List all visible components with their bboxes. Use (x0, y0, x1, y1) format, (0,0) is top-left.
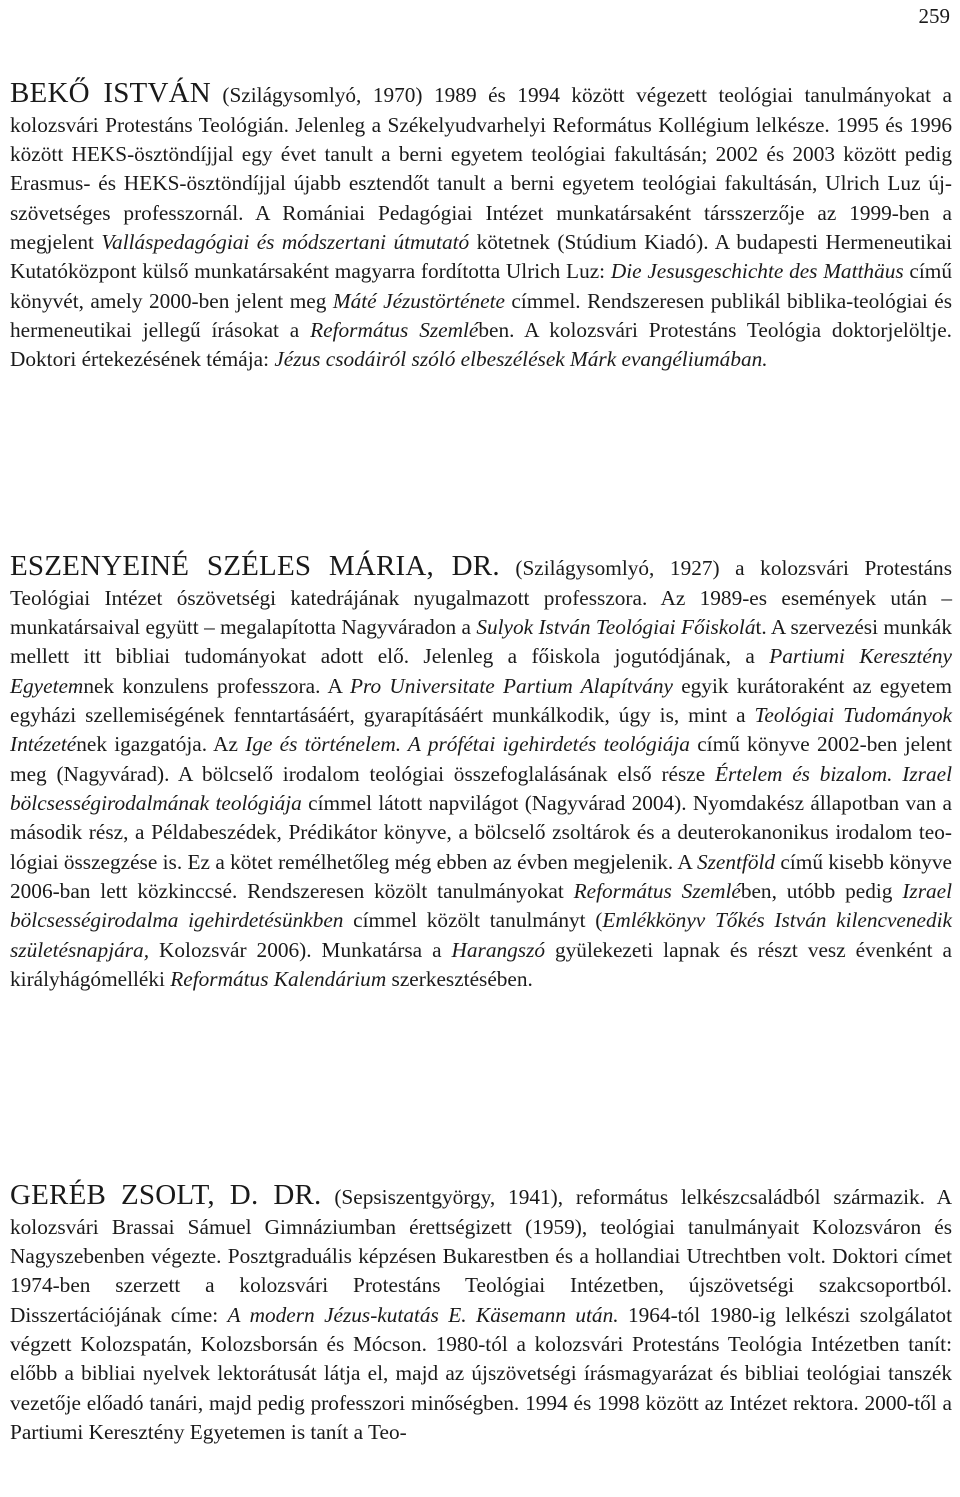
italic-title-text: Értelem és bizalom. Izrael bölcsességirodalmának teológiája (10, 761, 952, 816)
italic-title-text: Valláspedagógiai és módszertani útmutató (101, 230, 470, 255)
entry-text (10, 556, 952, 991)
italic-title-text: Máté Jézustörténete (332, 288, 505, 313)
text-run: (Sepsiszentgyörgy, 1941), református lelkészcsaládból származik. A kolozsvári Brassai Sámuel Gimnáziumban érettségizett (1959), teológiai tanulmányait Kolozsváron és Nagyszebenben végezte. Posztgraduális képzésen Bukarestben és a hollandiai Utrechtben volt. Doktori címet 1974-ben szerzett a kolozsvári Protestáns Teológiai Intézetben, újszövetségi szakcsoportból. Disszertációjának címe: (10, 1185, 952, 1327)
italic-title-text: Református Kalendárium (170, 967, 387, 992)
text-run: címmel közölt tanulmányt ( (343, 908, 603, 933)
italic-title-text: Ige és történelem. A prófétai igehirdetés teológiája (245, 732, 690, 757)
person-name: GERÉB ZSOLT, D. DR. (10, 1179, 322, 1212)
text-run: (Szilágysomlyó, 1970) 1989 és 1994 között végezett teológiai tanulmányokat a kolozsvári Protestáns Teológián. Jelenleg a Székelyudvarhelyi Református Kollégium lelkésze. 1995 és 1996 között HEKS-ösztöndíjjal egy évet tanult a berni egyetem teológiai fakultásán; 2002 és 2003 között pedig Erasmus- és HEKS-ösztöndíjjal újabb esztendőt tanult a berni egyetem teológiai fakultásán, Ulrich Luz újszövetséges professzornál. A Romániai Pedagógiai Intézet munkatársaként társszerzője az 1999-ben a megjelent (10, 83, 952, 255)
italic-title-text: Partiumi Keresztény Egyetem (10, 644, 952, 698)
text-run: kötetnek (Stúdium Kiadó). A budapesti Hermeneutikai Kutatóközpont külső munkatársaként magyarra fordította Ulrich Luz: (10, 230, 952, 284)
person-name: BEKŐ ISTVÁN (10, 77, 211, 110)
italic-title-text: Die Jesusgeschichte des Matthäus (610, 259, 904, 284)
italic-title-text: A modern Jézus-kutatás E. Käsemann után. (227, 1302, 619, 1327)
italic-title-text: Sulyok István Teológiai Főiskolá (476, 614, 756, 639)
entry-text (10, 1185, 952, 1444)
text-run: ben, utóbb pedig (740, 879, 903, 904)
text-run: (Szilágysomlyó, 1927) a kolozsvári Protestáns Teológiai Intézet ószövetségi katedrájának nyugalmazott professzora. Az 1989-es események után – munkatársaival együtt – megalapította Nagyváradon a (10, 556, 952, 639)
italic-title-text: Szentföld (696, 849, 776, 874)
page-number: 259 (918, 4, 950, 28)
italic-title-text: Harangszó (451, 937, 546, 962)
text-run: gyülekezeti lapnak és részt vesz évenként a királyhágómelléki (10, 937, 952, 992)
text-run: címmel. Rendszeresen publikál biblika-teológiai és hermeneutikai jellegű írásokat a (10, 288, 952, 343)
italic-title-text: Pro Universitate Partium Alapítvány (350, 673, 673, 698)
entry-text (10, 83, 952, 371)
text-run: t. A szervezési munkák mellett itt bibliai tudományokat adott elő. Jelenleg a főiskola jogutódjának, a (10, 614, 952, 669)
text-run: című könyve 2002-ben jelent meg (Nagyvárad). A bölcselő irodalom teológiai összefoglalásának első része (10, 732, 952, 786)
biography-entry (10, 1181, 952, 1447)
person-name: ESZENYEINÉ SZÉLES MÁRIA, DR. (10, 550, 500, 583)
text-run: nek igazgatója. Az (76, 732, 246, 757)
text-run: címmel látott napvilágot (Nagyvárad 2004). Nyomdakész állapotban van a második rész, a Példabeszédek, Prédikátor könyve, a bölcselő zsoltárok és a deuterokanonikus irodalom teológiai összegzése is. Ez a kötet remélhetőleg még ebben az évben megjelenik. A (10, 791, 952, 874)
text-run: Kolozsvár 2006). Munkatársa a (149, 937, 452, 962)
italic-title-text: Jézus csodáiról szóló elbeszélések Márk evangéliumában. (274, 347, 768, 372)
italic-title-text: Izrael bölcsességirodalma igehirdetésünkben (10, 879, 952, 933)
biography-entry (10, 552, 952, 994)
text-run: nek konzulens professzora. A (83, 673, 350, 698)
text-run: című könyvét, amely 2000-ben jelent meg (10, 259, 952, 313)
text-run: szerkesztésében. (386, 967, 533, 992)
italic-title-text: Református Szemlé (573, 879, 741, 904)
italic-title-text: Teológiai Tudományok Intézeté (10, 703, 952, 757)
italic-title-text: Emlékkönyv Tőkés István kilencvenedik születésnapjára, (10, 908, 952, 962)
text-run: egyik kurátoraként az egyetem egyházi szellemiségének fenntartásáért, gyarapításáért munkálkodik, úgy is, mint a (10, 673, 952, 728)
biography-entry (10, 79, 952, 374)
italic-title-text: Református Szemlé (310, 318, 479, 343)
text-run: 1964-tól 1980-ig lelkészi szolgálatot végzett Kolozspatán, Kolozsborsán és Mócson. 1980-tól a kolozsvári Protestáns Teológia Intézetben tanít: előbb a bibliai nyelvek lektorátusát látja el, majd az újszövetségi írásmagyarázat és bibliai teológiai tanszék vezetője előadó tanári, majd pedig professzori minőségben. 1994 és 1998 között az Intézet rektora. 2000-től a Partiumi Keresztény Egyetemen is tanít a Teo- (10, 1302, 952, 1445)
text-run: ben. A kolozsvári Protestáns Teológia doktorjelöltje. Doktori értekezésének témája: (10, 318, 952, 372)
text-run: című kisebb könyve 2006-ban lett közkinccsé. Rendszeresen közölt tanulmányokat (10, 849, 953, 904)
